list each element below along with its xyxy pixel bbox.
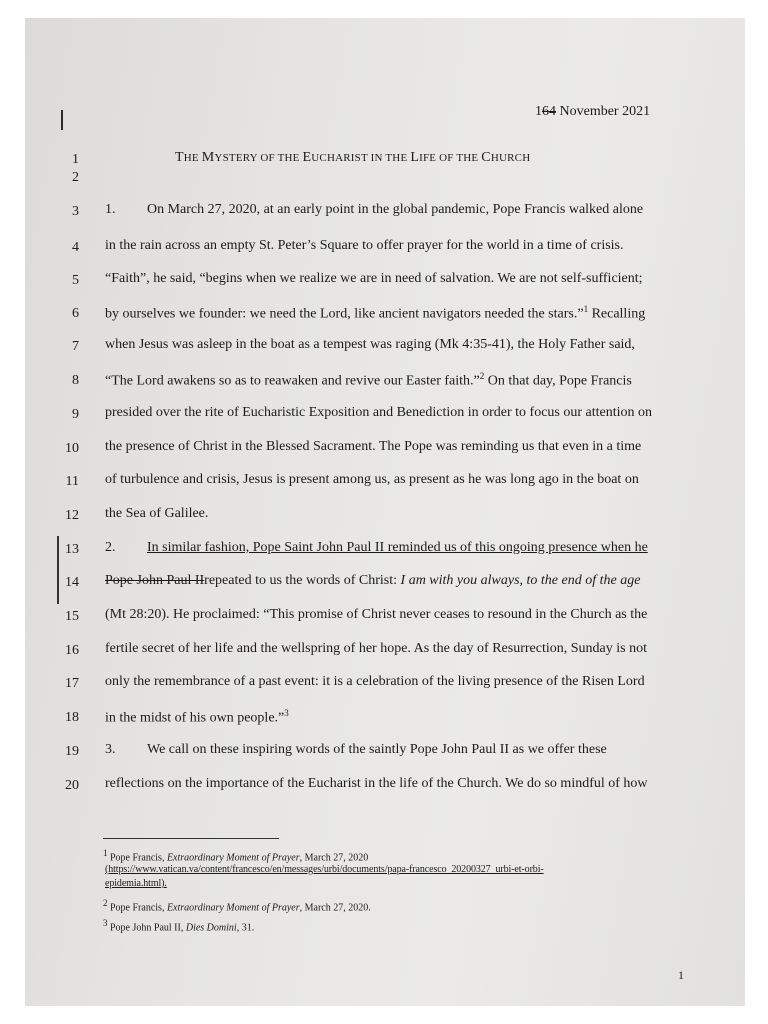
body-line-4: in the rain across an empty St. Peter’s Square to offer prayer for the world in a time of crisis. (105, 238, 624, 253)
line-number: 7 (72, 339, 79, 354)
line-number: 10 (65, 441, 79, 456)
footnote-rule (103, 838, 279, 839)
body-line-19: 3. We call on these inspiring words of the saintly Pope John Paul II as we offer these (105, 742, 607, 757)
footnote-3: $^3$ Pope John Paul II, Dies Domini, 31. (103, 918, 255, 934)
body-line-5: “Faith”, he said, “begins when we realize we are in need of salvation. We are not self-sufficient; (105, 271, 643, 286)
body-line-20: reflections on the importance of the Eucharist in the life of the Church. We do so mindful of how (105, 776, 648, 791)
line-number: 15 (65, 609, 79, 624)
line-number: 11 (65, 474, 79, 489)
line-number: 9 (72, 407, 79, 422)
body-line-16: fertile secret of her life and the wellspring of her hope. As the day of Resurrection, Sunday is not (105, 641, 647, 656)
body-line-14: Pope John Paul IIrepeated to us the words of Christ: I am with you always, to the end of the age (105, 573, 641, 588)
line-number: 14 (65, 575, 79, 590)
line-number: 6 (72, 306, 79, 321)
line-number: 2 (72, 170, 79, 185)
body-line-18: in the midst of his own people.”$^3$ (105, 708, 289, 726)
body-line-8: “The Lord awakens so as to reawaken and revive our Easter faith.”$^2$ On that day, Pope Francis (105, 371, 632, 389)
footnote-ref: 1 (583, 304, 589, 314)
header-date: 164 November 2021 (535, 104, 651, 119)
body-line-6: by ourselves we founder: we need the Lord, like ancient navigators needed the stars.”$^1$ Recalling (105, 304, 646, 322)
body-line-3: 1. On March 27, 2020, at an early point in the global pandemic, Pope Francis walked alone (105, 202, 644, 217)
line-number: 3 (72, 204, 79, 219)
line-number: 16 (65, 643, 79, 658)
body-line-9: presided over the rite of Eucharistic Exposition and Benediction in order to focus our attention on (105, 405, 653, 420)
margin-mark (61, 110, 63, 130)
body-line-15: (Mt 28:20). He proclaimed: “This promise of Christ never ceases to resound in the Church as the (105, 607, 648, 622)
body-line-7: when Jesus was asleep in the boat as a tempest was raging (Mk 4:35-41), the Holy Father said, (105, 337, 635, 352)
revision-bar (57, 536, 59, 604)
line-number: 20 (65, 778, 79, 793)
line-number: 4 (72, 240, 79, 255)
document-page (25, 18, 745, 1006)
body-line-12: the Sea of Galilee. (105, 506, 209, 521)
line-number: 13 (65, 542, 79, 557)
body-line-10: the presence of Christ in the Blessed Sacrament. The Pope was reminding us that even in a time (105, 439, 642, 454)
body-line-11: of turbulence and crisis, Jesus is present among us, as present as he was long ago in the boat on (105, 472, 639, 487)
line-number: 17 (65, 676, 79, 691)
page-number: 1 (678, 968, 684, 982)
footnote-1-url-cont[interactable]: epidemia.html). (105, 878, 167, 889)
footnote-ref: 2 (479, 371, 485, 381)
line-number: 8 (72, 373, 79, 388)
body-line-17: only the remembrance of a past event: it is a celebration of the living presence of the Risen Lord (105, 674, 645, 689)
line-number: 12 (65, 508, 79, 523)
body-line-13: 2. In similar fashion, Pope Saint John Paul II reminded us of this ongoing presence when he (105, 540, 648, 555)
line-number: 19 (65, 744, 79, 759)
footnote-ref: 3 (284, 708, 289, 718)
line-number: 18 (65, 710, 79, 725)
line-number: 1 (72, 152, 79, 167)
footnote-2: $^2$ Pope Francis, Extraordinary Moment of Prayer, March 27, 2020. (103, 898, 371, 914)
footnote-1: $^1$ Pope Francis, Extraordinary Moment of Prayer, March 27, 2020 (103, 848, 369, 864)
line-number: 5 (72, 273, 79, 288)
footnote-1-url[interactable]: (https://www.vatican.va/content/francesco/en/messages/urbi/documents/papa-francesco_20200327_urbi-et-orbi- (105, 864, 544, 875)
document-title: THE MYSTERY OF THE EUCHARIST IN THE LIFE OF THE CHURCH (175, 150, 531, 165)
